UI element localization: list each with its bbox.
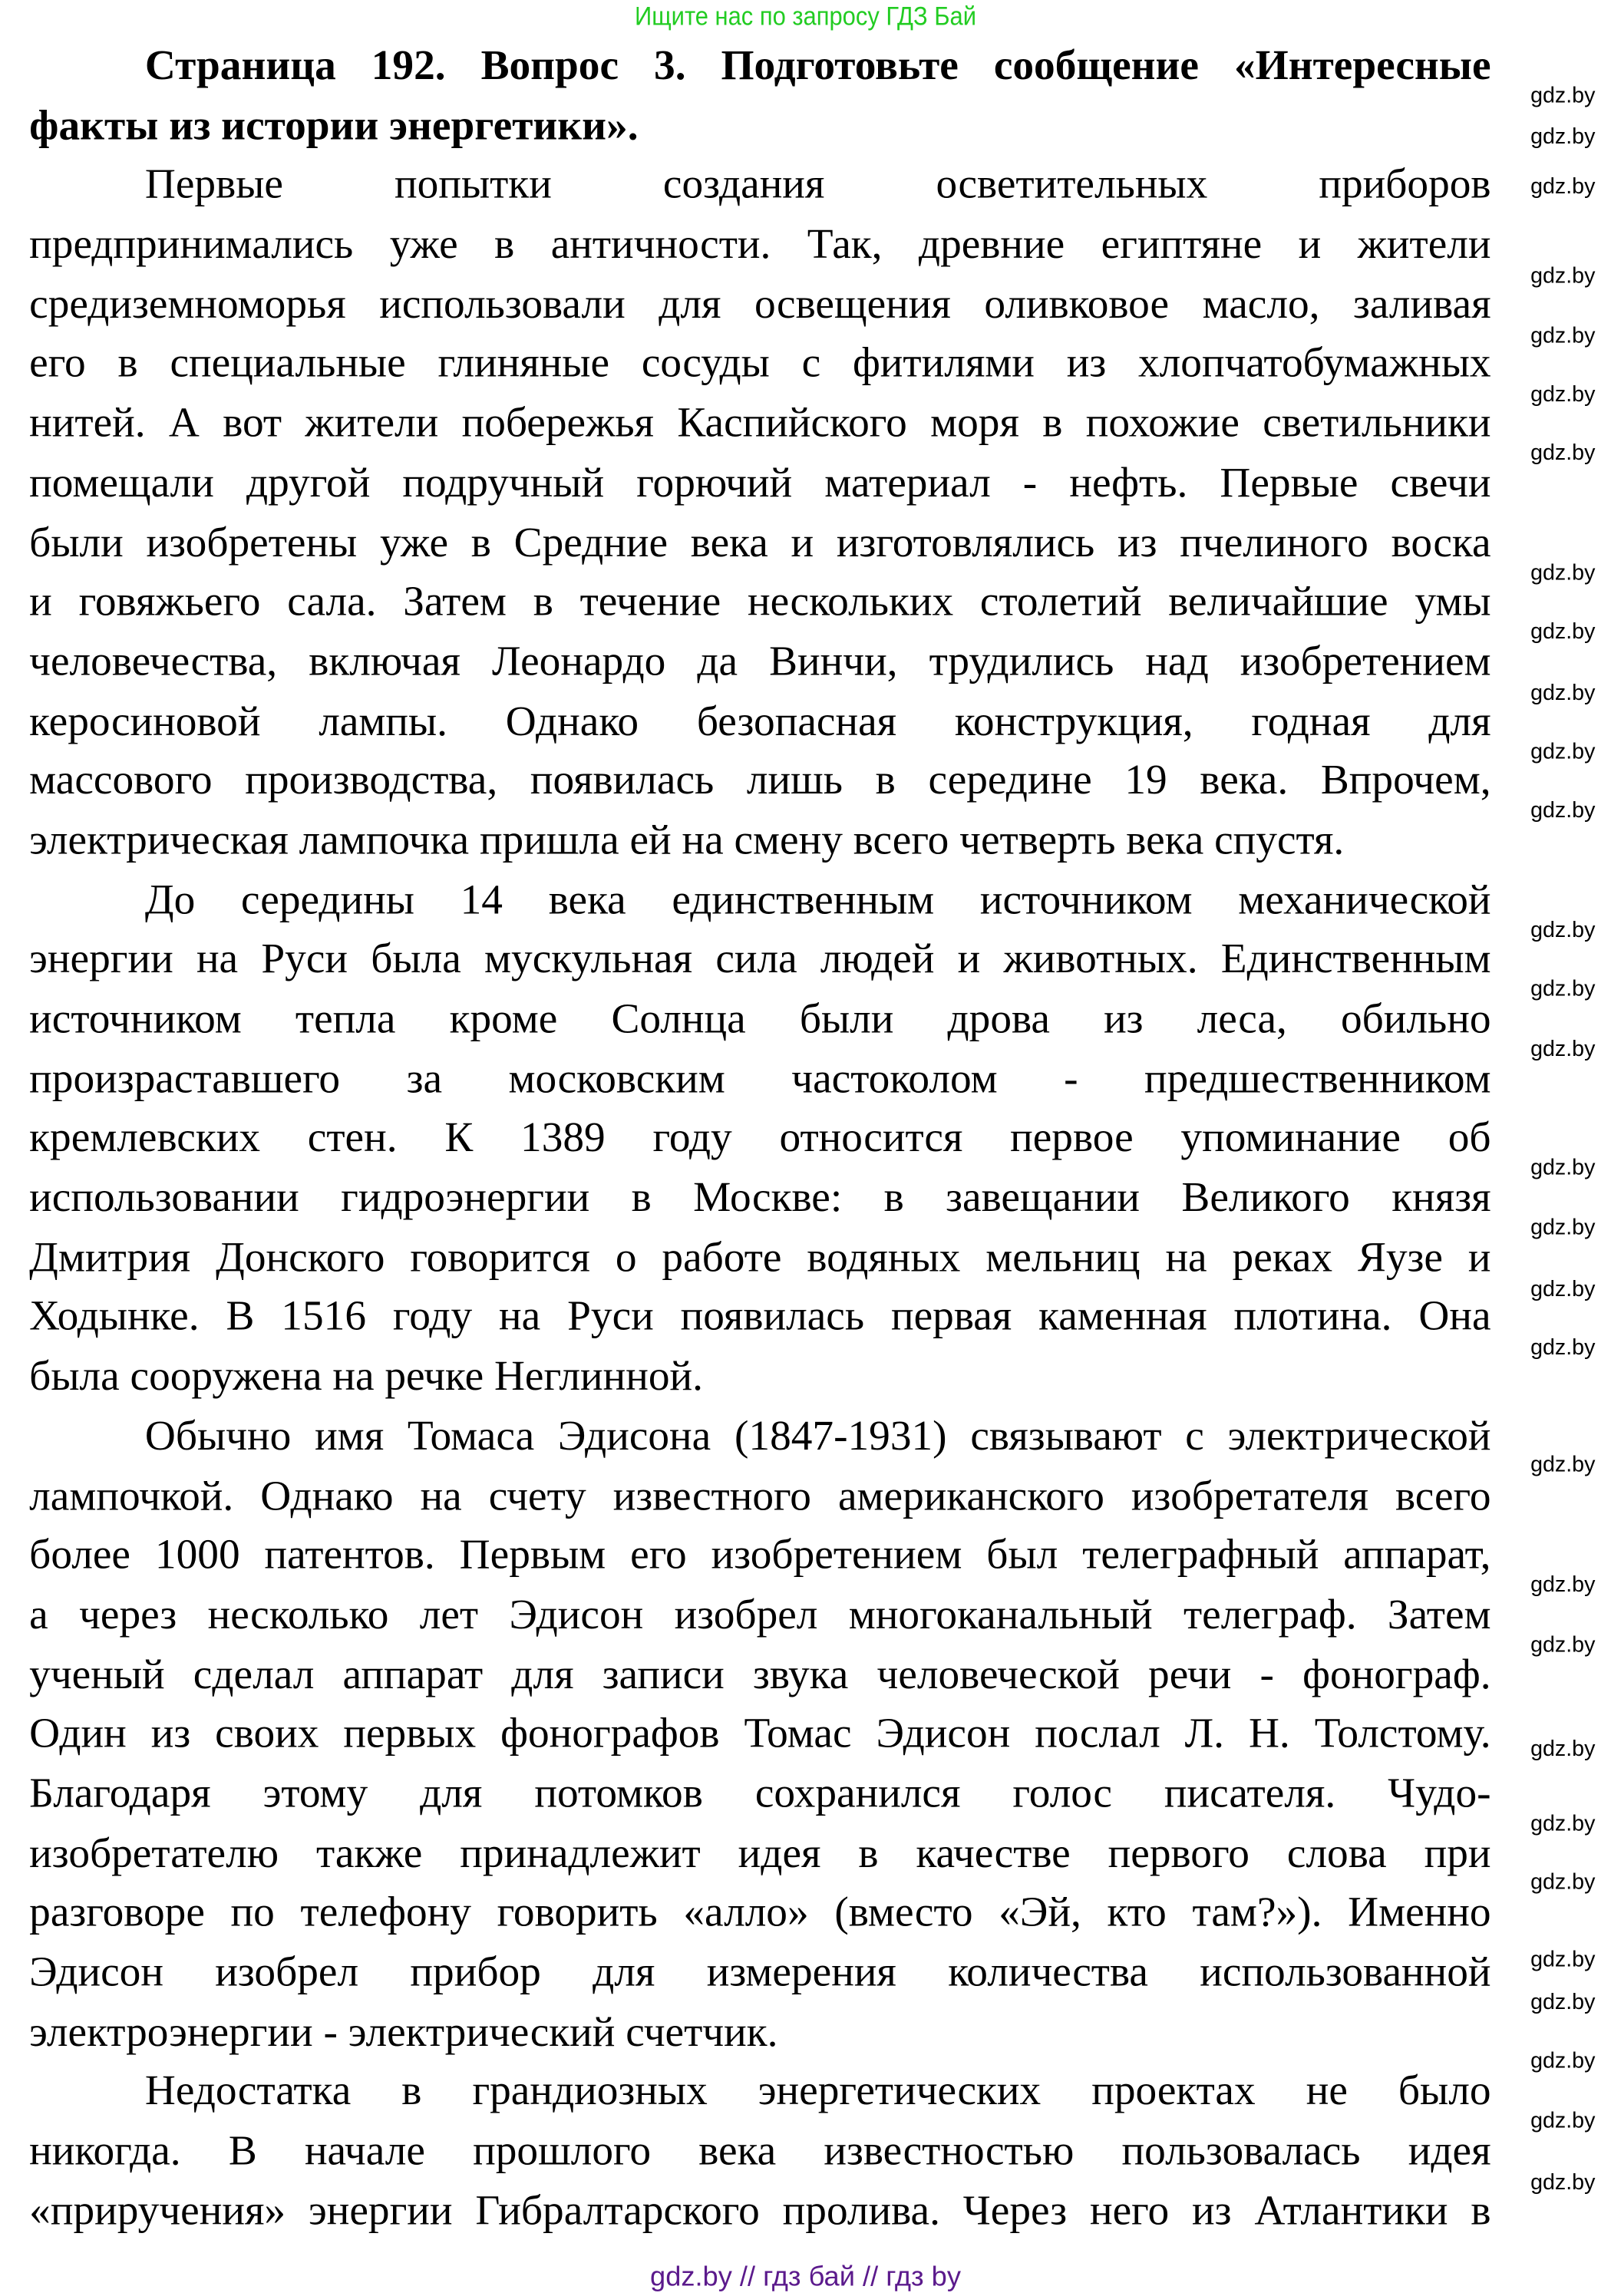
watermark: gdz.by: [1530, 681, 1596, 706]
text-line: изобретателю также принадлежит идея в качестве первого слова при: [29, 1829, 1491, 1877]
text-line: помещали другой подручный горючий материал - нефть. Первые свечи: [29, 459, 1491, 506]
text-line: источником тепла кроме Солнца были дрова из леса, обильно: [29, 995, 1491, 1043]
watermark: gdz.by: [1530, 2169, 1596, 2195]
title-line: факты из истории энергетики».: [29, 101, 639, 150]
text-line: средиземноморья использовали для освещения оливковое масло, заливая: [29, 280, 1491, 328]
title-line: Страница 192. Вопрос 3. Подготовьте сообщение «Интересные: [144, 42, 1491, 90]
text-line: электрическая лампочка пришла ей на смену всего четверть века спустя.: [29, 816, 1345, 864]
watermark: gdz.by: [1530, 1947, 1596, 1973]
text-line: Ходынке. В 1516 году на Руси появилась первая каменная плотина. Она: [29, 1293, 1491, 1341]
watermark: gdz.by: [1530, 1335, 1596, 1361]
text-line: Обычно имя Томаса Эдисона (1847-1931) связывают с электрической: [144, 1413, 1491, 1460]
text-line: электроэнергии - электрический счетчик.: [29, 2008, 778, 2056]
text-line: энергии на Руси была мускульная сила людей и животных. Единственным: [29, 935, 1491, 983]
watermark: gdz.by: [1530, 1276, 1596, 1302]
text-line: лампочкой. Однако на счету известного американского изобретателя всего: [29, 1472, 1491, 1519]
watermark: gdz.by: [1530, 739, 1596, 765]
text-line: более 1000 патентов. Первым его изобретением был телеграфный аппарат,: [29, 1532, 1491, 1579]
watermark: gdz.by: [1530, 1452, 1596, 1478]
watermark: gdz.by: [1530, 382, 1596, 407]
watermark: gdz.by: [1530, 1632, 1596, 1658]
text-line: никогда. В начале прошлого века известностью пользовалась идея: [29, 2127, 1491, 2175]
watermark: gdz.by: [1530, 1990, 1596, 2015]
text-line: произраставшего за московским частоколом - предшественником: [29, 1055, 1491, 1103]
text-line: была сооружена на речке Неглинной.: [29, 1353, 703, 1400]
document-body: [29, 37, 1491, 2242]
watermark: gdz.by: [1530, 1037, 1596, 1062]
text-line: были изобретены уже в Средние века и изготовлялись из пчелиного воска: [29, 519, 1491, 566]
watermark: gdz.by: [1530, 2048, 1596, 2074]
watermark: gdz.by: [1530, 560, 1596, 586]
paragraph: [29, 156, 1491, 871]
text-line: Один из своих первых фонографов Томас Эдисон послал Л. Н. Толстому.: [29, 1710, 1491, 1758]
paragraphs: [29, 156, 1491, 2241]
text-line: Эдисон изобрел прибор для измерения количества использованной: [29, 1948, 1491, 1996]
watermark: gdz.by: [1530, 797, 1596, 823]
watermark: gdz.by: [1530, 124, 1596, 150]
watermark: gdz.by: [1530, 83, 1596, 109]
footer-links[interactable]: gdz.by // гдз бай // гдз by: [650, 2262, 961, 2294]
text-line: До середины 14 века единственным источником механической: [144, 876, 1491, 924]
text-line: использовании гидроэнергии в Москве: в завещании Великого князя: [29, 1174, 1491, 1222]
watermark: gdz.by: [1530, 263, 1596, 289]
watermark: gdz.by: [1530, 440, 1596, 466]
text-line: разговоре по телефону говорить «алло» (вместо «Эй, кто там?»). Именно: [29, 1889, 1491, 1937]
text-line: Недостатка в грандиозных энергетических проектах не было: [144, 2068, 1491, 2116]
paragraph: [29, 871, 1491, 1407]
text-line: предпринимались уже в античности. Так, древние египтяне и жители: [29, 221, 1491, 269]
watermark: gdz.by: [1530, 174, 1596, 200]
watermark: gdz.by: [1530, 1572, 1596, 1598]
text-line: керосиновой лампы. Однако безопасная конструкция, годная для: [29, 698, 1491, 745]
text-line: Дмитрия Донского говорится о работе водяных мельниц на реках Яузе и: [29, 1234, 1491, 1282]
watermark: gdz.by: [1530, 918, 1596, 943]
text-line: нитей. А вот жители побережья Каспийского моря в похожие светильники: [29, 400, 1491, 447]
text-line: «приручения» энергии Гибралтарского пролива. Через него из Атлантики в: [29, 2187, 1491, 2235]
watermark: gdz.by: [1530, 976, 1596, 1002]
text-line: а через несколько лет Эдисон изобрел многоканальный телеграф. Затем: [29, 1591, 1491, 1639]
watermark: gdz.by: [1530, 1869, 1596, 1895]
text-line: кремлевских стен. К 1389 году относится первое упоминание об: [29, 1114, 1491, 1162]
watermark: gdz.by: [1530, 1737, 1596, 1762]
watermark: gdz.by: [1530, 323, 1596, 349]
text-line: Первые попытки создания осветительных приборов: [144, 161, 1491, 209]
search-hint-banner: Ищите нас по запросу ГДЗ Бай: [635, 1, 976, 31]
page-title: [29, 37, 1491, 156]
watermark: gdz.by: [1530, 2108, 1596, 2134]
text-line: и говяжьего сала. Затем в течение нескольких столетий величайшие умы: [29, 579, 1491, 626]
watermark: gdz.by: [1530, 1811, 1596, 1836]
text-line: человечества, включая Леонардо да Винчи, трудились над изобретением: [29, 638, 1491, 685]
text-line: массового производства, появилась лишь в середине 19 века. Впрочем,: [29, 757, 1491, 805]
paragraph: [29, 1407, 1491, 2062]
watermark: gdz.by: [1530, 1155, 1596, 1181]
paragraph: [29, 2062, 1491, 2241]
text-line: Благодаря этому для потомков сохранился голос писателя. Чудо-: [29, 1770, 1491, 1817]
text-line: ученый сделал аппарат для записи звука человеческой речи - фонограф.: [29, 1651, 1491, 1698]
watermark: gdz.by: [1530, 619, 1596, 645]
text-line: его в специальные глиняные сосуды с фитилями из хлопчатобумажных: [29, 340, 1491, 388]
watermark: gdz.by: [1530, 1215, 1596, 1241]
